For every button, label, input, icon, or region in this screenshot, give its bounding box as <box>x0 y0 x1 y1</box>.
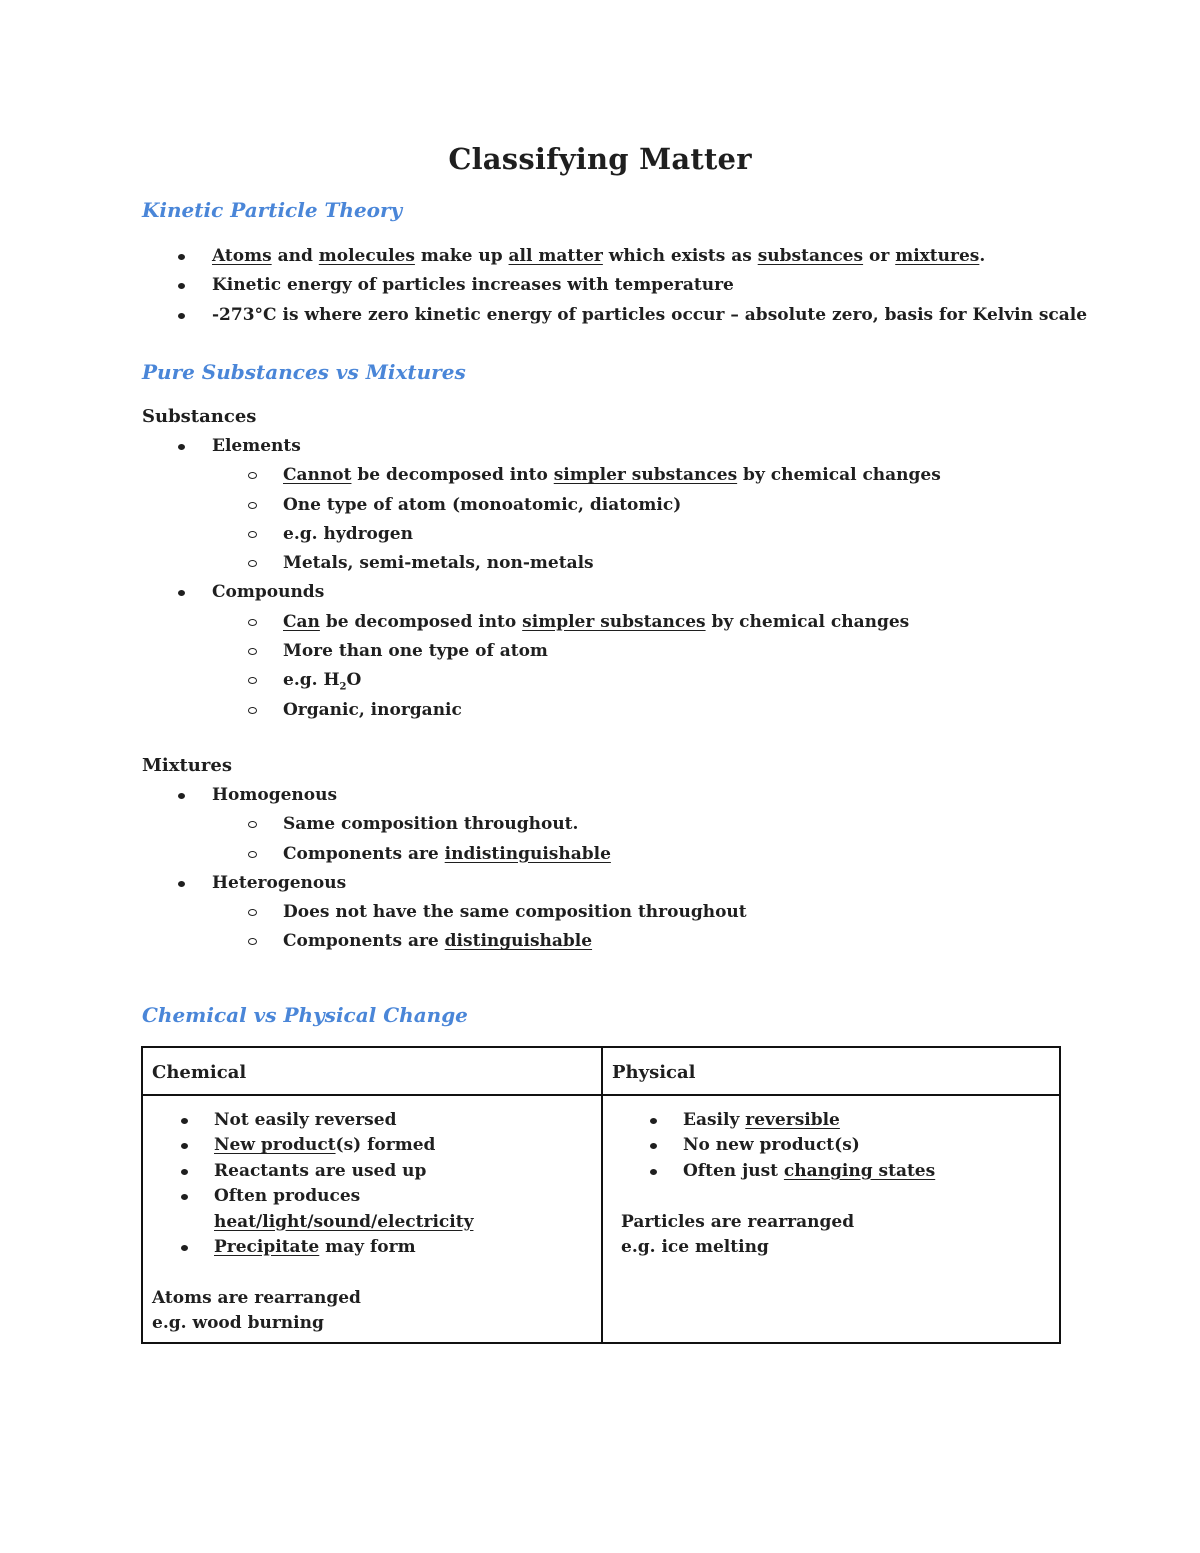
substances-list <box>0 432 941 725</box>
chemical-note: Atoms are rearranged <box>152 1287 361 1308</box>
list-item: Often produces <box>143 1184 601 1209</box>
list-item: One type of atom (monoatomic, diatomic) <box>0 491 941 520</box>
list-item: New product(s) formed <box>143 1133 601 1158</box>
document-title: Classifying Matter <box>448 142 752 176</box>
list-item: -273°C is where zero kinetic energy of particles occur – absolute zero, basis for Kelvin scale <box>0 301 1087 330</box>
list-item: Atoms and molecules make up all matter which exists as substances or mixtures. <box>0 242 1087 271</box>
list-item: No new product(s) <box>612 1133 1058 1158</box>
table-header-physical: Physical <box>603 1048 1059 1096</box>
chemical-example: e.g. wood burning <box>152 1313 324 1334</box>
list-item: e.g. $H_2O$ <box>0 666 941 695</box>
compounds-item: Compounds <box>0 578 941 607</box>
list-item: e.g. hydrogen <box>0 520 941 549</box>
table-column-divider <box>601 1048 603 1342</box>
list-item-continuation: heat/light/sound/electricity <box>214 1211 474 1232</box>
list-item: More than one type of atom <box>0 637 941 666</box>
table-cell-physical <box>612 1108 1058 1260</box>
mixtures-label: Mixtures <box>142 755 232 776</box>
list-item: Not easily reversed <box>143 1108 601 1133</box>
list-item: Metals, semi-metals, non-metals <box>0 549 941 578</box>
table-header-chemical: Chemical <box>143 1048 601 1096</box>
table-cell-chemical <box>143 1108 601 1337</box>
section-heading-pure-substances: Pure Substances vs Mixtures <box>142 360 466 384</box>
physical-note: Particles are rearranged <box>621 1211 855 1232</box>
section-heading-kinetic: Kinetic Particle Theory <box>142 198 403 222</box>
list-item: Easily reversible <box>612 1108 1058 1133</box>
homogenous-item: Homogenous <box>0 781 747 810</box>
list-item: Organic, inorganic <box>0 696 941 725</box>
elements-item: Elements <box>0 432 941 461</box>
list-item: Precipitate may form <box>143 1235 601 1260</box>
list-item: Components are distinguishable <box>0 927 747 956</box>
comparison-table <box>141 1046 1061 1344</box>
substances-label: Substances <box>142 406 257 427</box>
list-item: Same composition throughout. <box>0 810 747 839</box>
list-item: Components are indistinguishable <box>0 840 747 869</box>
list-item: Kinetic energy of particles increases with temperature <box>0 271 1087 300</box>
section-heading-change: Chemical vs Physical Change <box>142 1003 468 1027</box>
list-item: Reactants are used up <box>143 1159 601 1184</box>
heterogenous-item: Heterogenous <box>0 869 747 898</box>
list-item: Often just changing states <box>612 1159 1058 1184</box>
list-item: Does not have the same composition throughout <box>0 898 747 927</box>
kinetic-list <box>0 242 1087 330</box>
list-item: Cannot be decomposed into simpler substances by chemical changes <box>0 461 941 490</box>
list-item: Can be decomposed into simpler substances by chemical changes <box>0 608 941 637</box>
physical-example: e.g. ice melting <box>621 1236 769 1257</box>
mixtures-list <box>0 781 747 957</box>
